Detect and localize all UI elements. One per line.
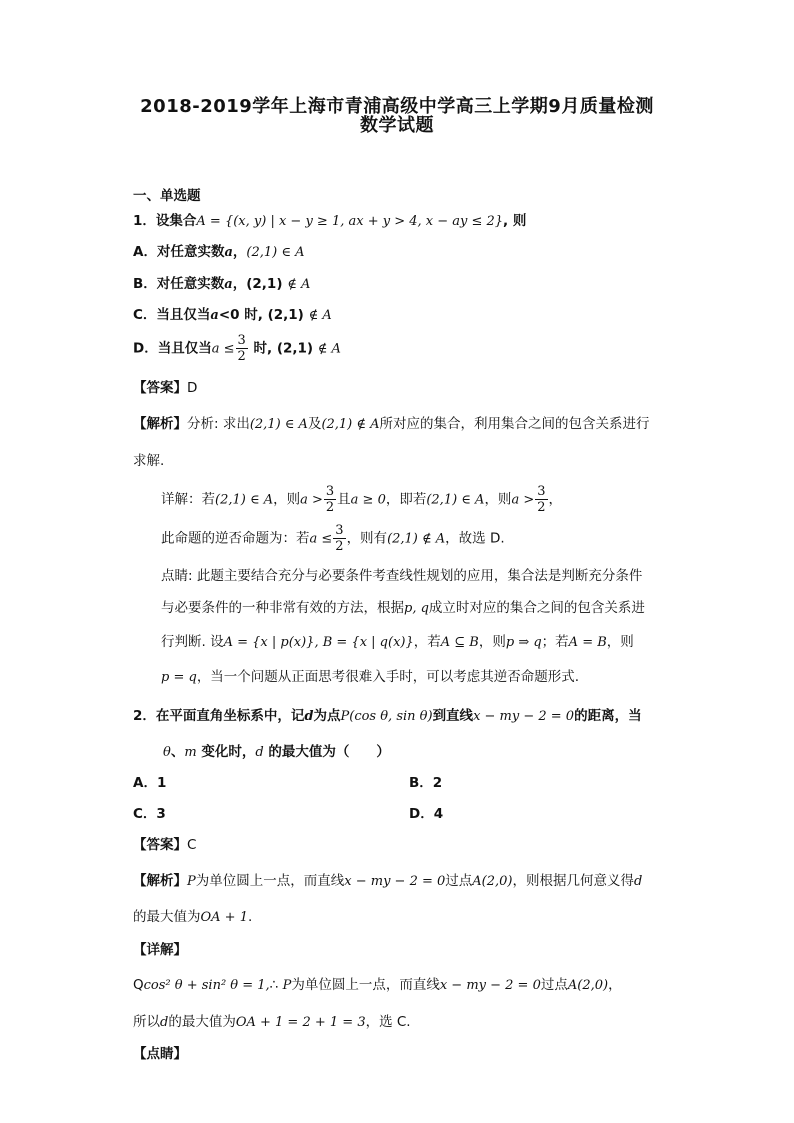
- q2-note-heading: 【点睛】: [133, 1046, 187, 1062]
- q1-stem: 1．设集合A = {(x, y) | x − y ≥ 1, ax + y > 4, x − ay ≤ 2}, 则: [133, 213, 527, 229]
- q1-analysis-line2: 求解.: [133, 453, 165, 469]
- q2-option-a: A．1: [133, 775, 167, 791]
- q1-option-d: D．当且仅当a ≤ $\frac{3}{2}$ 时, (2,1) ∉ A: [133, 333, 341, 364]
- q1-option-b: B．对任意实数a，(2,1) ∉ A: [133, 276, 311, 292]
- fraction: $\frac{3}{2}$: [335, 523, 344, 554]
- q1-note-line1: 点睛: 此题主要结合充分与必要条件考查线性规划的应用，集合法是判断充分条件: [161, 568, 643, 584]
- document-subtitle: 数学试题: [360, 115, 434, 136]
- q1-note-line3: 行判断. 设A = {x | p(x)}, B = {x | q(x)}，若A ⊆ B，则p ⇒ q；若A = B，则: [161, 634, 634, 650]
- q2-answer: 【答案】C: [133, 837, 197, 853]
- q1-note-line4: p = q，当一个问题从正面思考很难入手时，可以考虑其逆否命题形式.: [161, 669, 580, 685]
- q1-analysis-line1: 【解析】分析: 求出(2,1) ∈ A及(2,1) ∉ A所对应的集合，利用集合之间的包含关系进行: [133, 416, 650, 432]
- q2-detail-heading: 【详解】: [133, 942, 187, 958]
- q2-option-d: D．4: [409, 806, 444, 822]
- q1-option-a: A．对任意实数a，(2,1) ∈ A: [133, 244, 305, 260]
- q1-option-c: C．当且仅当a<0 时, (2,1) ∉ A: [133, 307, 332, 323]
- q2-stem-line2: θ、m 变化时，d 的最大值为（ ）: [163, 744, 390, 760]
- q2-analysis-line1: 【解析】P为单位圆上一点，而直线x − my − 2 = 0过点A(2,0)，则根据几何意义得d: [133, 873, 643, 889]
- fraction: $\frac{3}{2}$: [237, 333, 246, 364]
- q1-detail: 详解：若(2,1) ∈ A，则a > $\frac{3}{2}$ 且a ≥ 0，即若(2,1) ∈ A，则a > $\frac{3}{2}$ ，: [161, 484, 562, 515]
- fraction: $\frac{3}{2}$: [325, 484, 335, 515]
- q1-answer: 【答案】D: [133, 380, 198, 396]
- section-heading: 一、单选题: [133, 188, 201, 204]
- q2-detail-line2: 所以d的最大值为OA + 1 = 2 + 1 = 3，选 C.: [133, 1014, 411, 1030]
- document-title: 2018-2019学年上海市青浦高级中学高三上学期9月质量检测: [140, 96, 654, 117]
- q2-option-b: B．2: [409, 775, 443, 791]
- q1-note-line2: 与必要条件的一种非常有效的方法，根据p, q成立时对应的集合之间的包含关系进: [161, 600, 645, 616]
- q2-option-c: C．3: [133, 806, 166, 822]
- fraction: $\frac{3}{2}$: [537, 484, 546, 515]
- q2-stem-line1: 2．在平面直角坐标系中，记d为点P(cos θ, sin θ)到直线x − my − 2 = 0的距离，当: [133, 708, 642, 724]
- q1-contrapositive: 此命题的逆否命题为：若a ≤ $\frac{3}{2}$ ，则有(2,1) ∉ A，故选 D.: [161, 523, 505, 554]
- q2-detail-line1: Qcos² θ + sin² θ = 1,∴ P为单位圆上一点，而直线x − my − 2 = 0过点A(2,0)，: [133, 977, 622, 993]
- q2-analysis-line2: 的最大值为OA + 1.: [133, 909, 253, 925]
